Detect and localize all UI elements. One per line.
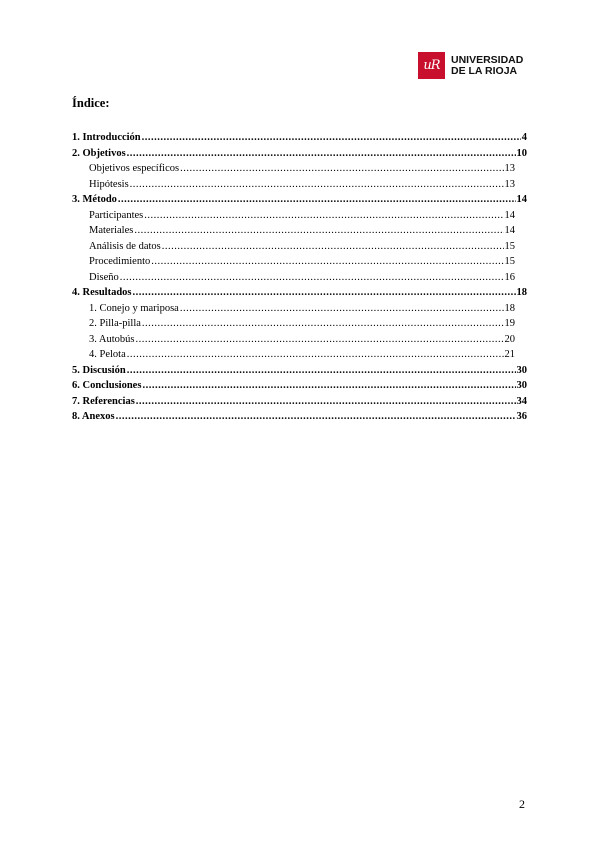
- toc-section-entry[interactable]: [72, 409, 527, 425]
- table-of-contents: [72, 130, 527, 425]
- toc-entry-label: 8. Anexos: [72, 411, 115, 422]
- toc-entry-page: 13: [504, 163, 515, 174]
- toc-subsection-entry[interactable]: [72, 223, 527, 239]
- toc-entry-label: 4. Resultados: [72, 287, 132, 298]
- toc-entry-page: 30: [516, 364, 527, 376]
- toc-dot-leader: [118, 192, 516, 208]
- toc-section-entry[interactable]: [72, 130, 527, 146]
- toc-subsection-entry[interactable]: [72, 270, 527, 286]
- toc-subsection-entry[interactable]: [72, 332, 527, 348]
- toc-subsection-entry[interactable]: [72, 239, 527, 255]
- toc-entry-page: 18: [504, 302, 515, 314]
- page-number: 2: [519, 797, 525, 811]
- toc-dot-leader: [151, 254, 503, 270]
- logo-line-2: DE LA RIOJA: [451, 64, 518, 77]
- toc-subsection-entry[interactable]: [72, 347, 527, 363]
- toc-entry-label: 1. Conejo y mariposa: [89, 302, 179, 314]
- toc-entry-page: 16: [504, 271, 515, 283]
- toc-entry-label: 7. Referencias: [72, 395, 135, 407]
- toc-dot-leader: [144, 208, 503, 224]
- toc-section-entry[interactable]: [72, 363, 527, 379]
- toc-dot-leader: [127, 363, 516, 379]
- toc-dot-leader: [142, 316, 504, 332]
- toc-entry-page: 18: [516, 287, 527, 298]
- toc-dot-leader: [127, 146, 516, 162]
- toc-dot-leader: [180, 161, 503, 177]
- logo-emblem-icon: uR: [418, 52, 445, 79]
- toc-subsection-entry[interactable]: [72, 316, 527, 332]
- toc-title: Índice:: [72, 96, 110, 110]
- toc-entry-label: 4. Pelota: [89, 349, 126, 360]
- logo-text: [451, 55, 523, 77]
- toc-entry-label: Análisis de datos: [89, 240, 161, 252]
- toc-entry-page: 36: [516, 411, 527, 422]
- toc-subsection-entry[interactable]: [72, 208, 527, 224]
- toc-section-entry[interactable]: [72, 394, 527, 410]
- toc-subsection-entry[interactable]: [72, 177, 527, 193]
- toc-entry-label: 2. Pilla-pilla: [89, 318, 141, 329]
- toc-entry-label: Objetivos específicos: [89, 163, 180, 174]
- toc-entry-page: 15: [504, 256, 515, 267]
- toc-entry-page: 19: [504, 318, 515, 329]
- toc-dot-leader: [130, 177, 504, 193]
- toc-entry-label: Materiales: [89, 225, 134, 236]
- toc-entry-page: 30: [516, 380, 527, 391]
- logo-line-1: UNIVERSIDAD: [451, 53, 524, 66]
- toc-dot-leader: [127, 347, 504, 363]
- toc-section-entry[interactable]: [72, 192, 527, 208]
- toc-entry-page: 4: [521, 132, 527, 143]
- toc-dot-leader: [120, 270, 504, 286]
- toc-entry-page: 20: [504, 333, 515, 345]
- university-logo: [418, 52, 523, 79]
- toc-entry-label: Hipótesis: [89, 178, 129, 190]
- toc-dot-leader: [136, 394, 516, 410]
- toc-entry-page: 21: [504, 349, 515, 360]
- toc-dot-leader: [180, 301, 504, 317]
- toc-entry-page: 14: [516, 194, 527, 205]
- toc-entry-page: 15: [504, 240, 515, 252]
- toc-entry-label: 6. Conclusiones: [72, 380, 142, 391]
- toc-entry-label: 1. Introducción: [72, 132, 141, 143]
- toc-entry-label: 2. Objetivos: [72, 147, 126, 159]
- toc-entry-label: Participantes: [89, 209, 144, 221]
- toc-entry-label: Diseño: [89, 271, 119, 283]
- toc-dot-leader: [142, 130, 521, 146]
- toc-entry-page: 14: [504, 225, 515, 236]
- toc-dot-leader: [136, 332, 504, 348]
- toc-subsection-entry[interactable]: [72, 161, 527, 177]
- toc-entry-label: 3. Autobús: [89, 333, 135, 345]
- toc-subsection-entry[interactable]: [72, 301, 527, 317]
- toc-entry-label: Procedimiento: [89, 256, 151, 267]
- toc-section-entry[interactable]: [72, 285, 527, 301]
- toc-entry-page: 34: [516, 395, 527, 407]
- toc-entry-label: 3. Método: [72, 194, 117, 205]
- toc-dot-leader: [162, 239, 504, 255]
- toc-entry-label: 5. Discusión: [72, 364, 126, 376]
- toc-section-entry[interactable]: [72, 146, 527, 162]
- toc-dot-leader: [142, 378, 515, 394]
- toc-entry-page: 13: [504, 178, 515, 190]
- toc-subsection-entry[interactable]: [72, 254, 527, 270]
- toc-dot-leader: [133, 285, 516, 301]
- toc-entry-page: 10: [516, 147, 527, 159]
- toc-section-entry[interactable]: [72, 378, 527, 394]
- toc-entry-page: 14: [504, 209, 515, 221]
- toc-dot-leader: [116, 409, 516, 425]
- toc-dot-leader: [134, 223, 503, 239]
